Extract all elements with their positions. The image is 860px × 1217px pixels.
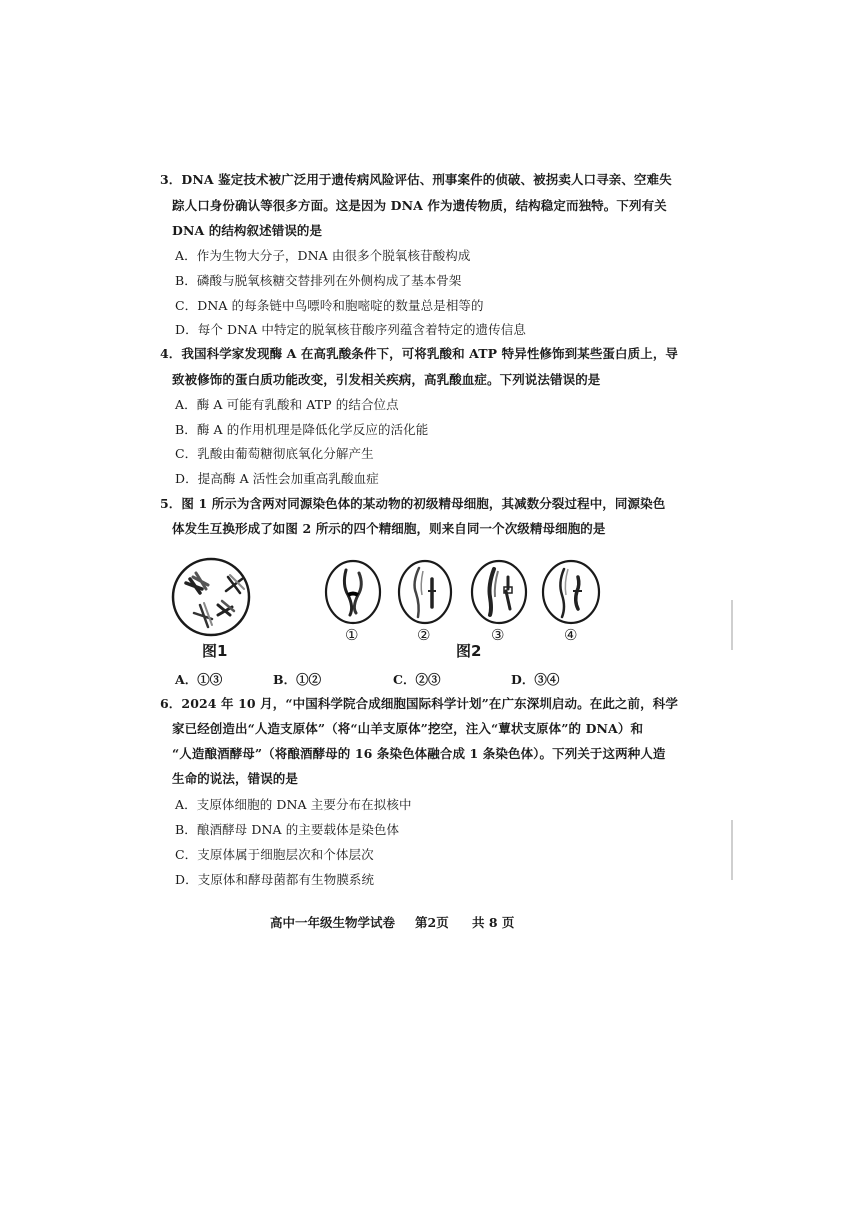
figure-2-label: 图2 — [456, 642, 482, 660]
q3-option-d: D．每个 DNA 中特定的脱氧核苷酸序列蕴含着特定的遗传信息 — [175, 322, 526, 337]
figure-2-cell-3 — [472, 561, 526, 623]
figure-2-cell-4 — [543, 561, 599, 623]
q5-option-d: D．③④ — [511, 672, 560, 687]
cell-number-3: ③ — [491, 626, 505, 644]
q4-option-d: D．提高酶 A 活性会加重高乳酸血症 — [175, 471, 379, 486]
q4-stem-line1: 4．我国科学家发现酶 A 在高乳酸条件下，可将乳酸和 ATP 特异性修饰到某些蛋白质上，导 — [160, 346, 679, 361]
q6-stem-line4: 生命的说法，错误的是 — [172, 771, 299, 786]
q3-option-b: B．磷酸与脱氧核糖交替排列在外侧构成了基本骨架 — [175, 273, 462, 288]
figure-2-cell-2 — [399, 561, 451, 623]
q3-stem-line3: DNA 的结构叙述错误的是 — [172, 223, 323, 238]
q3-stem-line1: 3．DNA 鉴定技术被广泛用于遗传病风险评估、刑事案件的侦破、被拐卖人口寻亲、空难失 — [160, 172, 672, 187]
q5-stem-line1: 5．图 1 所示为含两对同源染色体的某动物的初级精母细胞，其减数分裂过程中，同源染色 — [160, 496, 666, 511]
q6-stem-line1: 6．2024 年 10 月，“中国科学院合成细胞国际科学计划”在广东深圳启动。在此之前，科学 — [160, 696, 678, 711]
q6-option-d: D．支原体和酵母菌都有生物膜系统 — [175, 872, 375, 887]
chromosome-figures — [160, 555, 620, 665]
scan-artifact — [731, 820, 733, 880]
q5-option-a: A．①③ — [175, 672, 223, 687]
figure-2-cell-1 — [326, 561, 380, 623]
q5-option-c: C．②③ — [393, 672, 441, 687]
cell-number-4: ④ — [564, 626, 578, 644]
q3-option-c: C．DNA 的每条链中鸟嘌呤和胞嘧啶的数量总是相等的 — [175, 298, 484, 313]
q6-option-c: C．支原体属于细胞层次和个体层次 — [175, 847, 374, 862]
q5-option-b: B．①② — [273, 672, 322, 687]
q4-option-c: C．乳酸由葡萄糖彻底氧化分解产生 — [175, 446, 374, 461]
footer-page-number: 第2页 — [415, 915, 449, 930]
q5-stem-line2: 体发生互换形成了如图 2 所示的四个精细胞，则来自同一个次级精母细胞的是 — [172, 521, 606, 536]
q4-option-a: A．酶 A 可能有乳酸和 ATP 的结合位点 — [175, 397, 399, 412]
figure-1-label: 图1 — [202, 642, 228, 660]
footer-title: 高中一年级生物学试卷 — [270, 915, 396, 930]
q5-options — [175, 670, 655, 688]
q3-stem-line2: 踪人口身份确认等很多方面。这是因为 DNA 作为遗传物质，结构稳定而独特。下列有关 — [172, 198, 667, 213]
footer-total-pages: 共 8 页 — [472, 915, 515, 930]
q3-option-a: A．作为生物大分子，DNA 由很多个脱氧核苷酸构成 — [175, 248, 471, 263]
q4-option-b: B．酶 A 的作用机理是降低化学反应的活化能 — [175, 422, 429, 437]
cell-number-1: ① — [345, 626, 359, 644]
q6-option-b: B．酿酒酵母 DNA 的主要载体是染色体 — [175, 822, 400, 837]
q6-stem-line2: 家已经创造出“人造支原体”（将“山羊支原体”挖空，注入“蕈状支原体”的 DNA）和 — [172, 721, 644, 736]
scan-artifact — [731, 600, 733, 650]
figure-1-primary-spermatocyte — [173, 559, 249, 635]
q6-option-a: A．支原体细胞的 DNA 主要分布在拟核中 — [175, 797, 412, 812]
q4-stem-line2: 致被修饰的蛋白质功能改变，引发相关疾病，高乳酸血症。下列说法错误的是 — [172, 372, 601, 387]
q6-stem-line3: “人造酿酒酵母”（将酿酒酵母的 16 条染色体融合成 1 条染色体）。下列关于这两种人造 — [172, 746, 666, 761]
cell-number-2: ② — [417, 626, 431, 644]
